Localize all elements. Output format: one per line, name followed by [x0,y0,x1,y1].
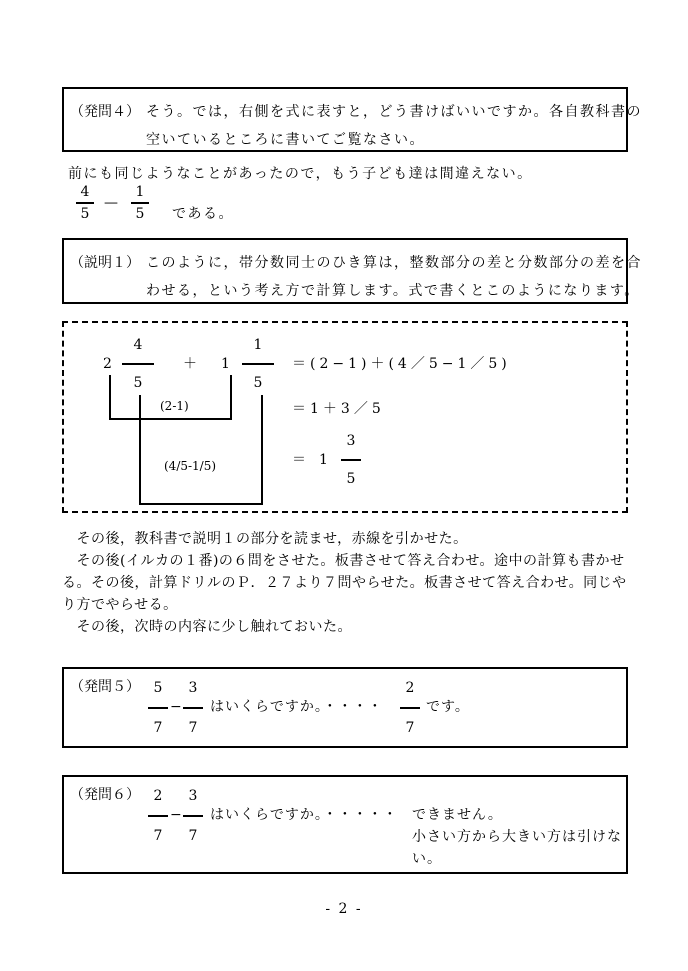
question6-answer2: 小さい方から大きい方は引けな [412,829,622,845]
note-line: その後(イルカの１番)の６問をさせた。板書させて答え合わせ。途中の計算も書かせ [62,553,625,569]
fraction-bar [148,707,168,709]
fraction-bar [148,815,168,817]
result-fraction [341,434,361,486]
fraction-bar [183,707,203,709]
intro-text: 前にも同じようなことがあったので，もう子ども達は間違えない。 [68,166,533,182]
lesson-notes [62,528,628,638]
explanation1-line2: わせる，という考え方で計算します。式で書くとこのようになります。 [146,283,640,299]
denominator: 5 [80,206,90,222]
note-line: り方でやらせる。 [62,597,178,613]
explanation1-text [146,249,642,305]
denominator: 5 [346,471,356,487]
denominator: 7 [405,720,415,736]
calculation-diagram-box [62,321,628,513]
note-line: その後，教科書で説明１の部分を読ませ，赤線を引かせた。 [62,531,468,547]
equation-line1: ＝(2−1)＋(4／5−1／5) [292,356,511,372]
question4-label: （発問４） [70,104,140,120]
fraction-bar [131,202,149,204]
equation-line3 [292,434,361,486]
minus-dash: — [104,195,118,211]
intro-section [62,167,628,229]
q5-fraction-1 [148,681,168,735]
bracket-label-fraction: (4/5-1/5) [164,459,217,473]
numerator: 1 [135,184,145,200]
denominator: 7 [153,720,163,736]
question6-text: はいくらですか。・・・・・ [210,807,398,823]
numerator: 3 [188,788,198,804]
denominator: 7 [188,720,198,736]
denominator: 5 [135,206,145,222]
page-number: - 2 - [325,901,363,917]
result-whole-number: 1 [319,452,328,468]
question5-text: はいくらですか。・・・・ [210,699,383,715]
numerator: 1 [253,337,263,353]
fraction-bar [76,202,94,204]
question4-line1: そう。では，右側を式に表すと，どう書けばいいですか。各自教科書の [146,104,642,120]
minus-sign: − [170,807,183,823]
q6-fraction-1 [148,789,168,843]
note-line: その後，次時の内容に少し触れておいた。 [62,619,352,635]
explanation1-box [62,238,642,304]
note-line: る。その後，計算ドリルのＰ．２７より７問やらせた。板書させて答え合わせ。同じや [62,575,627,591]
equation-line2: ＝1＋3／5 [292,401,385,417]
question6-answer1: できません。 [412,807,503,823]
question5-answer-suffix: です。 [426,699,470,715]
numerator: 2 [153,788,163,804]
diagram-fraction-2 [242,338,274,390]
bracket-label-whole: (2-1) [160,399,189,413]
question5-label: （発問５） [70,679,140,695]
fraction-bar [242,363,274,365]
numerator: 5 [153,680,163,696]
whole-number-1: 2 [103,356,112,372]
minus-sign: − [170,699,183,715]
explanation1-label: （説明１） [70,255,140,271]
intro-fraction-1 [76,185,94,221]
denominator: 5 [133,375,143,391]
denominator: 5 [253,375,263,391]
denominator: 7 [153,828,163,844]
q5-fraction-2 [183,681,203,735]
q5-answer-fraction [400,681,420,735]
plus-sign: ＋ [183,356,197,372]
fraction-bar [183,815,203,817]
question4-box [62,87,642,152]
question6-box [62,775,628,874]
question5-box [62,667,628,748]
intro-fraction-2 [131,185,149,221]
fraction-bar [341,459,361,461]
explanation1-line1: このように，帯分数同士のひき算は，整数部分の差と分数部分の差を合 [146,255,642,271]
numerator: 2 [405,680,415,696]
fraction-bar [122,363,154,365]
equals-sign: ＝ [292,452,306,468]
question6-answer3: い。 [412,851,442,867]
numerator: 3 [188,680,198,696]
numerator: 4 [80,184,90,200]
numerator: 4 [133,337,143,353]
denominator: 7 [188,828,198,844]
question6-label: （発問６） [70,787,140,803]
numerator: 3 [346,433,356,449]
fraction-bar [400,707,420,709]
question4-line2: 空いているところに書いてご覧なさい。 [146,132,425,148]
question4-text [146,98,642,154]
whole-number-2: 1 [221,356,230,372]
q6-fraction-2 [183,789,203,843]
intro-suffix: である。 [172,206,234,222]
bracket-fraction-parts [139,395,263,505]
